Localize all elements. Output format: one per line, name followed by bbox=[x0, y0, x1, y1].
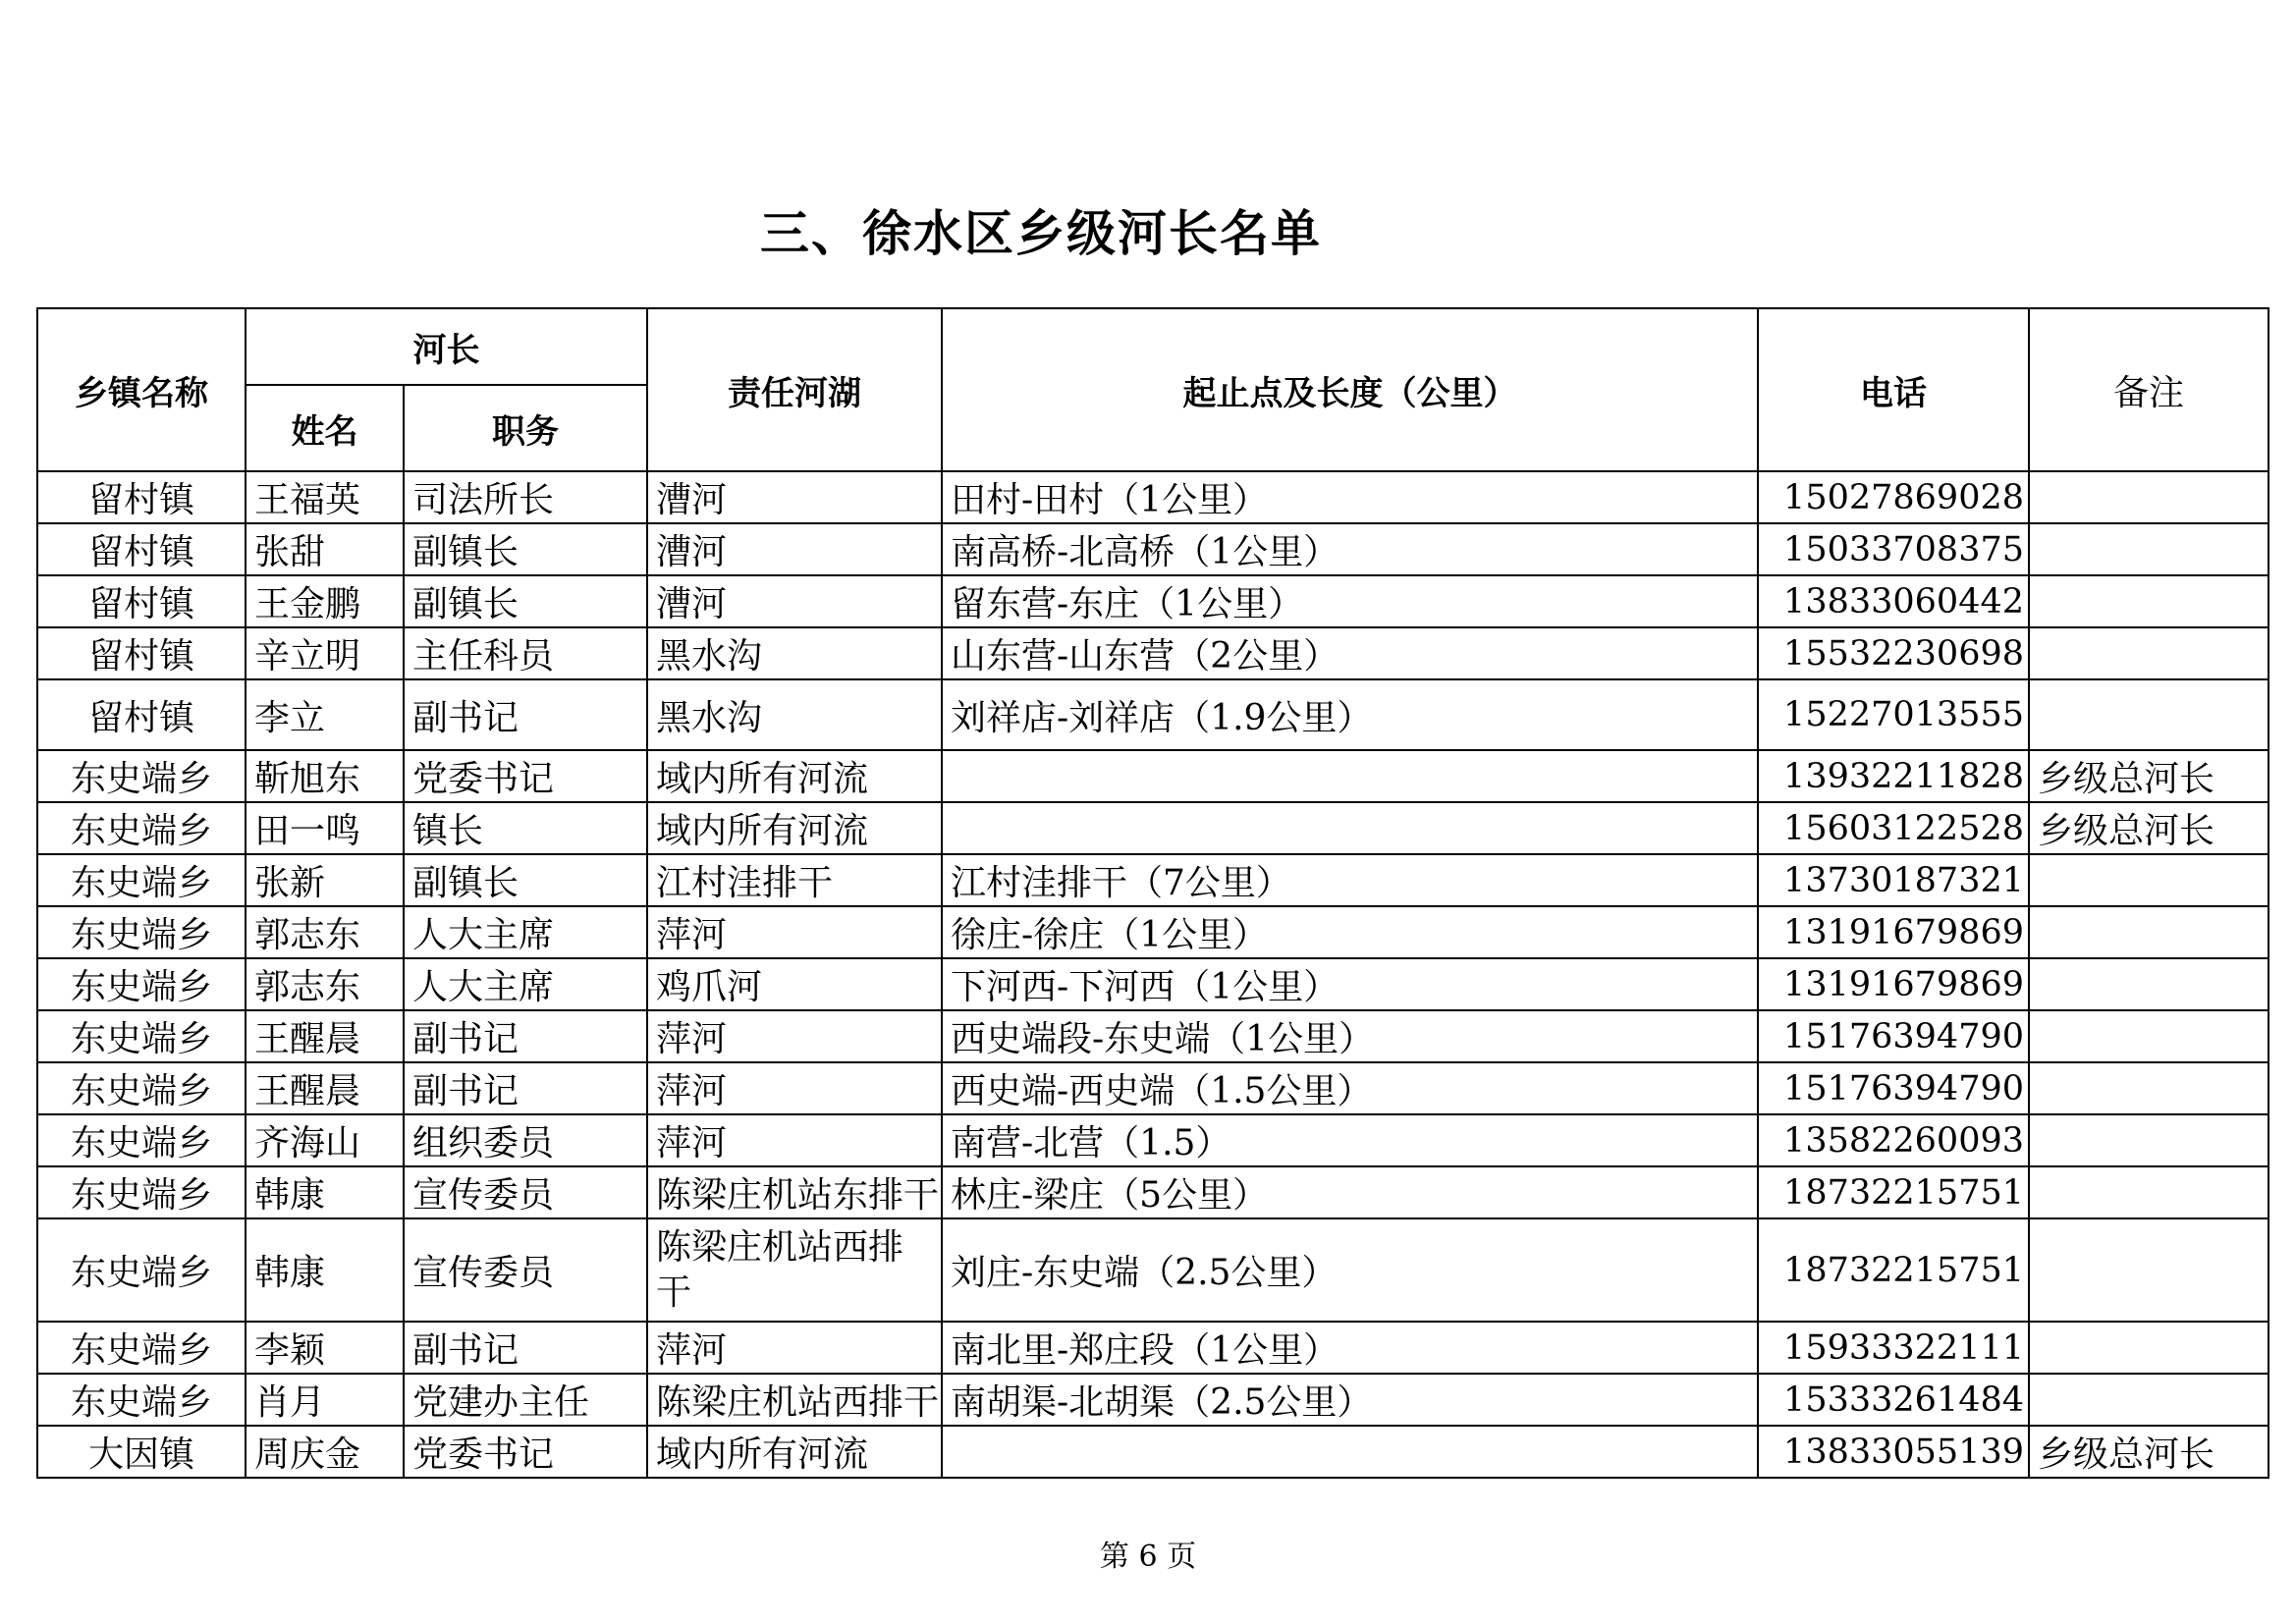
name-cell: 李颖 bbox=[246, 1322, 404, 1374]
table-row bbox=[37, 1322, 2269, 1374]
name-cell: 周庆金 bbox=[246, 1426, 404, 1478]
phone-cell: 13582260093 bbox=[1758, 1114, 2029, 1166]
river-cell: 黑水沟 bbox=[647, 679, 942, 750]
town-cell: 留村镇 bbox=[37, 575, 246, 627]
table-row bbox=[37, 958, 2269, 1010]
town-cell: 东史端乡 bbox=[37, 854, 246, 906]
town-cell: 东史端乡 bbox=[37, 1374, 246, 1426]
table-row bbox=[37, 1114, 2269, 1166]
range-cell: 南北里-郑庄段（1公里） bbox=[942, 1322, 1758, 1374]
river-chief-table bbox=[36, 307, 2269, 1479]
table-row bbox=[37, 1010, 2269, 1062]
name-cell: 肖月 bbox=[246, 1374, 404, 1426]
town-cell: 东史端乡 bbox=[37, 750, 246, 802]
range-cell: 刘庄-东史端（2.5公里） bbox=[942, 1218, 1758, 1322]
table-row bbox=[37, 1426, 2269, 1478]
name-cell: 张新 bbox=[246, 854, 404, 906]
header-town: 乡镇名称 bbox=[37, 308, 246, 471]
remark-cell: 乡级总河长 bbox=[2029, 802, 2269, 854]
table-body bbox=[37, 471, 2269, 1478]
range-cell: 徐庄-徐庄（1公里） bbox=[942, 906, 1758, 958]
header-row-1 bbox=[37, 308, 2269, 385]
header-remark: 备注 bbox=[2029, 308, 2269, 471]
river-cell: 鸡爪河 bbox=[647, 958, 942, 1010]
remark-cell bbox=[2029, 906, 2269, 958]
remark-cell bbox=[2029, 679, 2269, 750]
name-cell: 王福英 bbox=[246, 471, 404, 523]
position-cell: 副书记 bbox=[404, 1010, 647, 1062]
position-cell: 副镇长 bbox=[404, 854, 647, 906]
river-cell: 萍河 bbox=[647, 1322, 942, 1374]
page-footer: 第 6 页 bbox=[1099, 1540, 1197, 1574]
table-row bbox=[37, 906, 2269, 958]
town-cell: 东史端乡 bbox=[37, 1166, 246, 1218]
river-cell: 黑水沟 bbox=[647, 627, 942, 679]
remark-cell bbox=[2029, 854, 2269, 906]
header-river: 责任河湖 bbox=[647, 308, 942, 471]
river-cell: 江村洼排干 bbox=[647, 854, 942, 906]
table-row bbox=[37, 1374, 2269, 1426]
position-cell: 司法所长 bbox=[404, 471, 647, 523]
river-cell: 萍河 bbox=[647, 1062, 942, 1114]
position-cell: 人大主席 bbox=[404, 958, 647, 1010]
phone-cell: 13932211828 bbox=[1758, 750, 2029, 802]
range-cell: 南营-北营（1.5） bbox=[942, 1114, 1758, 1166]
remark-cell bbox=[2029, 523, 2269, 575]
position-cell: 人大主席 bbox=[404, 906, 647, 958]
remark-cell bbox=[2029, 471, 2269, 523]
position-cell: 党委书记 bbox=[404, 750, 647, 802]
phone-cell: 15176394790 bbox=[1758, 1062, 2029, 1114]
town-cell: 东史端乡 bbox=[37, 906, 246, 958]
name-cell: 张甜 bbox=[246, 523, 404, 575]
name-cell: 靳旭东 bbox=[246, 750, 404, 802]
name-cell: 王醒晨 bbox=[246, 1062, 404, 1114]
name-cell: 齐海山 bbox=[246, 1114, 404, 1166]
phone-cell: 18732215751 bbox=[1758, 1166, 2029, 1218]
range-cell: 田村-田村（1公里） bbox=[942, 471, 1758, 523]
phone-cell: 15933322111 bbox=[1758, 1322, 2029, 1374]
river-cell: 陈梁庄机站西排干 bbox=[647, 1374, 942, 1426]
range-cell: 刘祥店-刘祥店（1.9公里） bbox=[942, 679, 1758, 750]
name-cell: 韩康 bbox=[246, 1218, 404, 1322]
range-cell: 江村洼排干（7公里） bbox=[942, 854, 1758, 906]
river-cell: 漕河 bbox=[647, 471, 942, 523]
river-cell: 漕河 bbox=[647, 575, 942, 627]
town-cell: 留村镇 bbox=[37, 471, 246, 523]
position-cell: 主任科员 bbox=[404, 627, 647, 679]
phone-cell: 13833060442 bbox=[1758, 575, 2029, 627]
phone-cell: 15227013555 bbox=[1758, 679, 2029, 750]
remark-cell bbox=[2029, 958, 2269, 1010]
town-cell: 大因镇 bbox=[37, 1426, 246, 1478]
remark-cell bbox=[2029, 1062, 2269, 1114]
range-cell bbox=[942, 750, 1758, 802]
table-row bbox=[37, 523, 2269, 575]
remark-cell: 乡级总河长 bbox=[2029, 750, 2269, 802]
table-row bbox=[37, 679, 2269, 750]
remark-cell bbox=[2029, 1218, 2269, 1322]
town-cell: 东史端乡 bbox=[37, 1218, 246, 1322]
phone-cell: 15027869028 bbox=[1758, 471, 2029, 523]
river-cell: 漕河 bbox=[647, 523, 942, 575]
position-cell: 党建办主任 bbox=[404, 1374, 647, 1426]
range-cell: 南高桥-北高桥（1公里） bbox=[942, 523, 1758, 575]
remark-cell bbox=[2029, 575, 2269, 627]
position-cell: 副书记 bbox=[404, 679, 647, 750]
town-cell: 留村镇 bbox=[37, 627, 246, 679]
position-cell: 副镇长 bbox=[404, 523, 647, 575]
header-name: 姓名 bbox=[246, 385, 404, 471]
town-cell: 东史端乡 bbox=[37, 1062, 246, 1114]
position-cell: 镇长 bbox=[404, 802, 647, 854]
remark-cell bbox=[2029, 627, 2269, 679]
river-cell: 域内所有河流 bbox=[647, 750, 942, 802]
name-cell: 王金鹏 bbox=[246, 575, 404, 627]
table-row bbox=[37, 575, 2269, 627]
position-cell: 宣传委员 bbox=[404, 1166, 647, 1218]
range-cell: 留东营-东庄（1公里） bbox=[942, 575, 1758, 627]
header-chief: 河长 bbox=[246, 308, 647, 385]
remark-cell bbox=[2029, 1166, 2269, 1218]
position-cell: 副书记 bbox=[404, 1062, 647, 1114]
town-cell: 东史端乡 bbox=[37, 958, 246, 1010]
name-cell: 辛立明 bbox=[246, 627, 404, 679]
name-cell: 郭志东 bbox=[246, 958, 404, 1010]
river-cell: 域内所有河流 bbox=[647, 802, 942, 854]
page-title: 三、徐水区乡级河长名单 bbox=[760, 205, 1322, 262]
phone-cell: 13833055139 bbox=[1758, 1426, 2029, 1478]
phone-cell: 15033708375 bbox=[1758, 523, 2029, 575]
phone-cell: 13191679869 bbox=[1758, 906, 2029, 958]
name-cell: 王醒晨 bbox=[246, 1010, 404, 1062]
position-cell: 组织委员 bbox=[404, 1114, 647, 1166]
table-row bbox=[37, 802, 2269, 854]
range-cell: 西史端段-东史端（1公里） bbox=[942, 1010, 1758, 1062]
phone-cell: 15603122528 bbox=[1758, 802, 2029, 854]
phone-cell: 15176394790 bbox=[1758, 1010, 2029, 1062]
river-cell: 陈梁庄机站西排干 bbox=[647, 1218, 942, 1322]
town-cell: 东史端乡 bbox=[37, 1114, 246, 1166]
table-row bbox=[37, 627, 2269, 679]
remark-cell bbox=[2029, 1374, 2269, 1426]
phone-cell: 13191679869 bbox=[1758, 958, 2029, 1010]
town-cell: 留村镇 bbox=[37, 523, 246, 575]
name-cell: 韩康 bbox=[246, 1166, 404, 1218]
river-cell: 陈梁庄机站东排干 bbox=[647, 1166, 942, 1218]
river-cell: 萍河 bbox=[647, 906, 942, 958]
position-cell: 副镇长 bbox=[404, 575, 647, 627]
remark-cell bbox=[2029, 1322, 2269, 1374]
range-cell: 南胡渠-北胡渠（2.5公里） bbox=[942, 1374, 1758, 1426]
town-cell: 东史端乡 bbox=[37, 802, 246, 854]
phone-cell: 18732215751 bbox=[1758, 1218, 2029, 1322]
remark-cell bbox=[2029, 1010, 2269, 1062]
range-cell bbox=[942, 1426, 1758, 1478]
header-phone: 电话 bbox=[1758, 308, 2029, 471]
range-cell: 山东营-山东营（2公里） bbox=[942, 627, 1758, 679]
name-cell: 郭志东 bbox=[246, 906, 404, 958]
phone-cell: 15333261484 bbox=[1758, 1374, 2029, 1426]
table-row bbox=[37, 1062, 2269, 1114]
remark-cell bbox=[2029, 1114, 2269, 1166]
range-cell bbox=[942, 802, 1758, 854]
river-cell: 萍河 bbox=[647, 1114, 942, 1166]
river-cell: 域内所有河流 bbox=[647, 1426, 942, 1478]
range-cell: 西史端-西史端（1.5公里） bbox=[942, 1062, 1758, 1114]
header-position: 职务 bbox=[404, 385, 647, 471]
table-row bbox=[37, 750, 2269, 802]
range-cell: 林庄-梁庄（5公里） bbox=[942, 1166, 1758, 1218]
position-cell: 党委书记 bbox=[404, 1426, 647, 1478]
town-cell: 东史端乡 bbox=[37, 1010, 246, 1062]
town-cell: 东史端乡 bbox=[37, 1322, 246, 1374]
phone-cell: 13730187321 bbox=[1758, 854, 2029, 906]
phone-cell: 15532230698 bbox=[1758, 627, 2029, 679]
table-row bbox=[37, 471, 2269, 523]
position-cell: 副书记 bbox=[404, 1322, 647, 1374]
range-cell: 下河西-下河西（1公里） bbox=[942, 958, 1758, 1010]
town-cell: 留村镇 bbox=[37, 679, 246, 750]
remark-cell: 乡级总河长 bbox=[2029, 1426, 2269, 1478]
table-row bbox=[37, 1218, 2269, 1322]
name-cell: 田一鸣 bbox=[246, 802, 404, 854]
header-range: 起止点及长度（公里） bbox=[942, 308, 1758, 471]
table-row bbox=[37, 1166, 2269, 1218]
river-cell: 萍河 bbox=[647, 1010, 942, 1062]
position-cell: 宣传委员 bbox=[404, 1218, 647, 1322]
name-cell: 李立 bbox=[246, 679, 404, 750]
table-row bbox=[37, 854, 2269, 906]
